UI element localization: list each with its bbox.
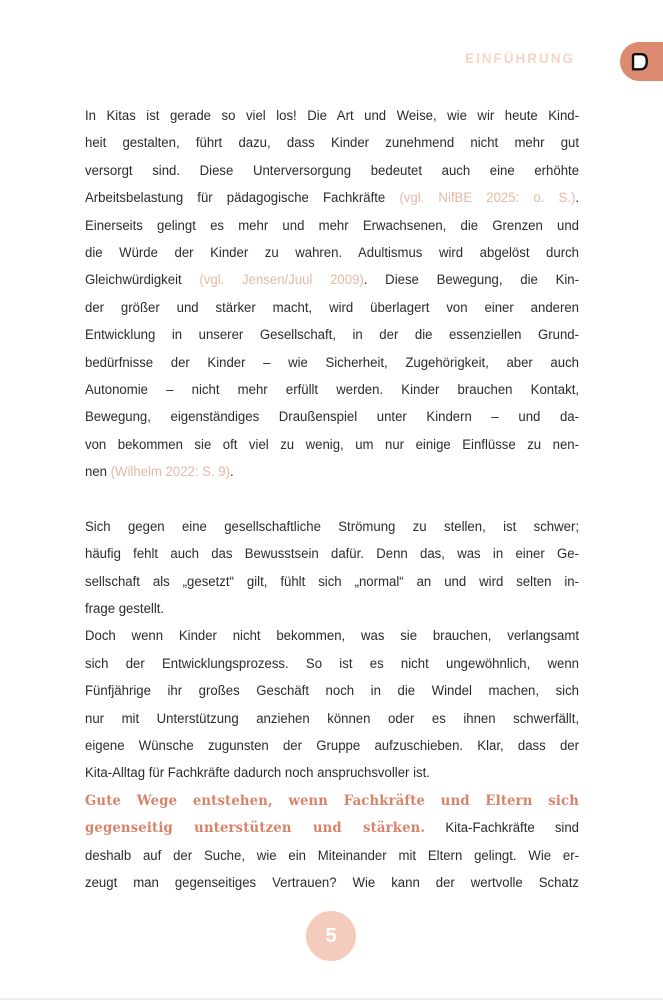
- text-line: [85, 377, 579, 404]
- body-text-segment: die Würde der Kinder zu wahren. Adultismus wird abgelöst durch: [85, 244, 580, 261]
- emphasis-text: gegenseitig unterstützen und stärken.: [85, 820, 426, 837]
- body-text-segment: Kita-Alltag für Fachkräfte dadurch noch anspruchsvoller ist.: [85, 765, 430, 782]
- body-text-segment: Bewegung, eigenständiges Draußenspiel unter Kindern – und da-: [85, 409, 580, 426]
- body-text: [85, 103, 579, 897]
- citation-text: (Wilhelm 2022: S. 9): [110, 464, 231, 481]
- body-text-segment: Doch wenn Kinder nicht bekommen, was sie brauchen, verlangsamt: [85, 628, 580, 645]
- body-text-segment: bedürfnisse der Kinder – wie Sicherheit, Zugehörigkeit, aber auch: [85, 354, 580, 371]
- body-text-segment: heit gestalten, führt dazu, dass Kinder zunehmend nicht mehr gut: [85, 135, 580, 152]
- body-text-segment: Kita-Fachkräfte sind: [425, 820, 580, 837]
- body-text-segment: eigene Wünsche zugunsten der Gruppe aufzuschieben. Klar, dass der: [85, 737, 580, 754]
- speech-blob-logo-icon: [628, 51, 650, 73]
- text-line: [85, 459, 579, 486]
- text-line: [85, 158, 579, 185]
- text-line: [85, 213, 579, 240]
- text-line: [85, 541, 579, 568]
- text-line: [85, 103, 579, 130]
- body-text-segment: Fünfjährige ihr großes Geschäft noch in die Windel machen, sich: [85, 683, 580, 700]
- brand-tab: [620, 42, 663, 81]
- text-line: [85, 404, 579, 431]
- emphasis-text: Gute Wege entstehen, wenn Fachkräfte und Eltern sich: [85, 792, 580, 809]
- text-line: [85, 706, 579, 733]
- chapter-header-title: EINFÜHRUNG: [465, 51, 575, 66]
- text-line: [85, 815, 579, 842]
- text-line: [85, 130, 579, 157]
- body-text-segment: nur mit Unterstützung anziehen können oder es ihnen schwerfällt,: [85, 710, 580, 727]
- citation-text: (vgl. NifBE 2025: o. S.): [399, 190, 576, 207]
- body-text-segment: .: [230, 464, 234, 481]
- text-line: [85, 596, 579, 623]
- text-line: [85, 678, 579, 705]
- text-line: [85, 870, 579, 897]
- text-line: [85, 322, 579, 349]
- body-text-segment: Einerseits gelingt es mehr und mehr Erwachsenen, die Grenzen und: [85, 217, 580, 234]
- body-text-segment: zeugt man gegenseitiges Vertrauen? Wie kann der wertvolle Schatz: [85, 874, 580, 891]
- text-line: [85, 432, 579, 459]
- text-line: [85, 267, 579, 294]
- body-text-segment: versorgt sind. Diese Unterversorgung bedeutet auch eine erhöhte: [85, 162, 580, 179]
- body-text-segment: der größer und stärker macht, wird überlagert von einer anderen: [85, 299, 580, 316]
- page-number: 5: [325, 924, 337, 947]
- text-line: [85, 240, 579, 267]
- text-line: [85, 843, 579, 870]
- text-line: [85, 651, 579, 678]
- body-text-segment: . Diese Bewegung, die Kin-: [363, 272, 580, 289]
- body-text-segment: In Kitas ist gerade so viel los! Die Art und Weise, wie wir heute Kind-: [85, 108, 580, 124]
- body-text-segment: .: [575, 190, 580, 207]
- body-text-segment: Arbeitsbelastung für pädagogische Fachkräfte: [85, 190, 400, 207]
- text-line: [85, 350, 579, 377]
- text-line: [85, 185, 579, 212]
- text-line: [85, 733, 579, 760]
- text-line: [85, 514, 579, 541]
- text-line: [85, 760, 579, 787]
- body-text-segment: frage gestellt.: [85, 601, 165, 618]
- paragraph-gap: [85, 486, 579, 513]
- page-number-badge: [306, 911, 356, 961]
- body-text-segment: Sich gegen eine gesellschaftliche Strömung zu stellen, ist schwer;: [85, 518, 580, 535]
- body-text-segment: von bekommen sie oft viel zu wenig, um nur einige Einflüsse zu nen-: [85, 436, 580, 453]
- text-line: [85, 788, 579, 815]
- text-line: [85, 295, 579, 322]
- text-line: [85, 569, 579, 596]
- body-text-segment: Entwicklung in unserer Gesellschaft, in der die essenziellen Grund-: [85, 327, 580, 344]
- body-text-segment: sich der Entwicklungsprozess. So ist es nicht ungewöhnlich, wenn: [85, 655, 580, 672]
- body-text-segment: deshalb auf der Suche, wie ein Miteinander mit Eltern gelingt. Wie er-: [85, 847, 580, 864]
- body-text-segment: nen: [85, 464, 111, 481]
- body-text-segment: häufig fehlt auch das Bewusstsein dafür. Denn das, was in einer Ge-: [85, 546, 580, 563]
- text-line: [85, 623, 579, 650]
- citation-text: (vgl. Jensen/Juul 2009): [199, 272, 364, 289]
- body-text-segment: sellschaft als „gesetzt“ gilt, fühlt sich „normal“ an und wird selten in-: [85, 573, 580, 590]
- body-text-segment: Autonomie – nicht mehr erfüllt werden. Kinder brauchen Kontakt,: [85, 381, 580, 398]
- body-text-segment: Gleichwürdigkeit: [85, 272, 200, 289]
